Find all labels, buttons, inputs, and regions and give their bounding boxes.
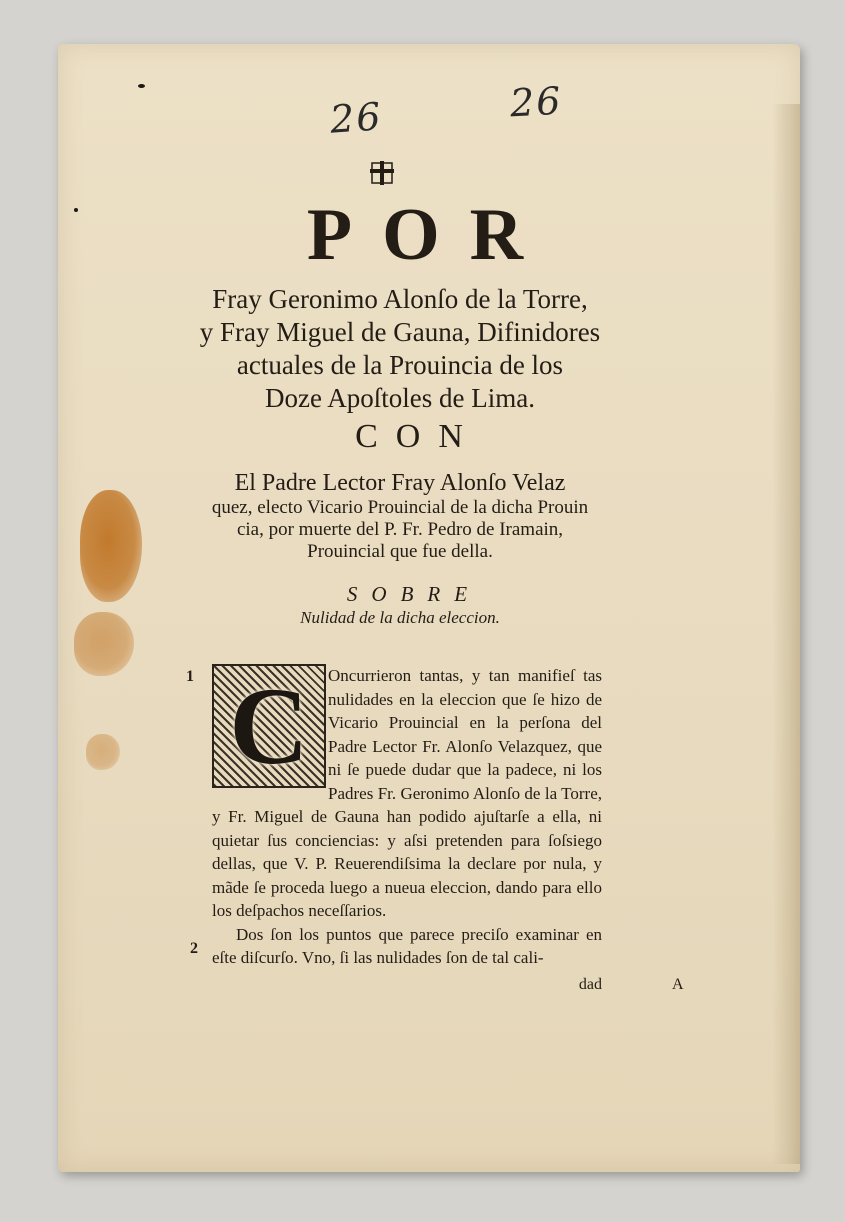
sobre-heading: SOBRE bbox=[346, 582, 482, 606]
ink-spot bbox=[74, 208, 78, 212]
ink-spot bbox=[138, 84, 145, 88]
heading-line: Prouincial que fue della. bbox=[307, 541, 493, 562]
heading-line: Fray Geronimo Alonſo de la Torre, bbox=[212, 284, 588, 314]
paper-edge bbox=[772, 104, 800, 1164]
handwritten-number: 26 bbox=[508, 78, 564, 126]
heading-line: actuales de la Prouincia de los bbox=[236, 350, 564, 380]
topic-line: Nulidad de la dicha eleccion. bbox=[300, 608, 500, 627]
document-title: POR bbox=[306, 194, 554, 276]
parties-block-1 bbox=[180, 283, 620, 415]
decorated-initial bbox=[212, 664, 326, 788]
signature-mark: A bbox=[672, 976, 684, 993]
paragraph-number: 1 bbox=[186, 668, 194, 685]
con-heading: CON bbox=[355, 418, 481, 455]
catchword: dad bbox=[578, 976, 602, 993]
parties-block-2 bbox=[180, 470, 620, 563]
paragraph-number: 2 bbox=[190, 940, 198, 957]
heading-line: quez, electo Vicario Prouincial de la dicha Prouin bbox=[211, 497, 589, 518]
heading-line: El Padre Lector Fray Alonſo Velaz bbox=[234, 470, 566, 496]
handwritten-number: 26 bbox=[328, 94, 384, 142]
paragraph: Oncurrieron tantas, y tan manifieſ tas nulidades en la eleccion que ſe hizo de Vicario Prouincial en la perſona del Padre Lector Fr. Alonſo Velazquez, que ni ſe puede dudar que la padece, ni los Padres Fr. Geronimo Alonſo de la Torre, y Fr. Miguel de Gauna han podido ajuſtarſe a ella, ni quietar ſus conciencias: y aſsi pretenden para ſoſsiego dellas, que V. P. Reuerendiſsima la declare por nula, y mãde ſe proceda luego a nueua eleccion, dando para ello los deſpachos neceſſarios. bbox=[212, 666, 602, 920]
heading-line: y Fray Miguel de Gauna, Difinidores bbox=[199, 317, 601, 347]
initial-letter: C bbox=[229, 665, 309, 787]
heading-line: Doze Apoſtoles de Lima. bbox=[265, 383, 535, 413]
cross-icon bbox=[369, 160, 395, 186]
heading-line: cia, por muerte del P. Fr. Pedro de Iramain, bbox=[236, 519, 564, 540]
paragraph: Dos ſon los puntos que parece preciſo examinar en eſte diſcurſo. Vno, ſi las nulidades ſon de tal cali- bbox=[212, 924, 602, 967]
